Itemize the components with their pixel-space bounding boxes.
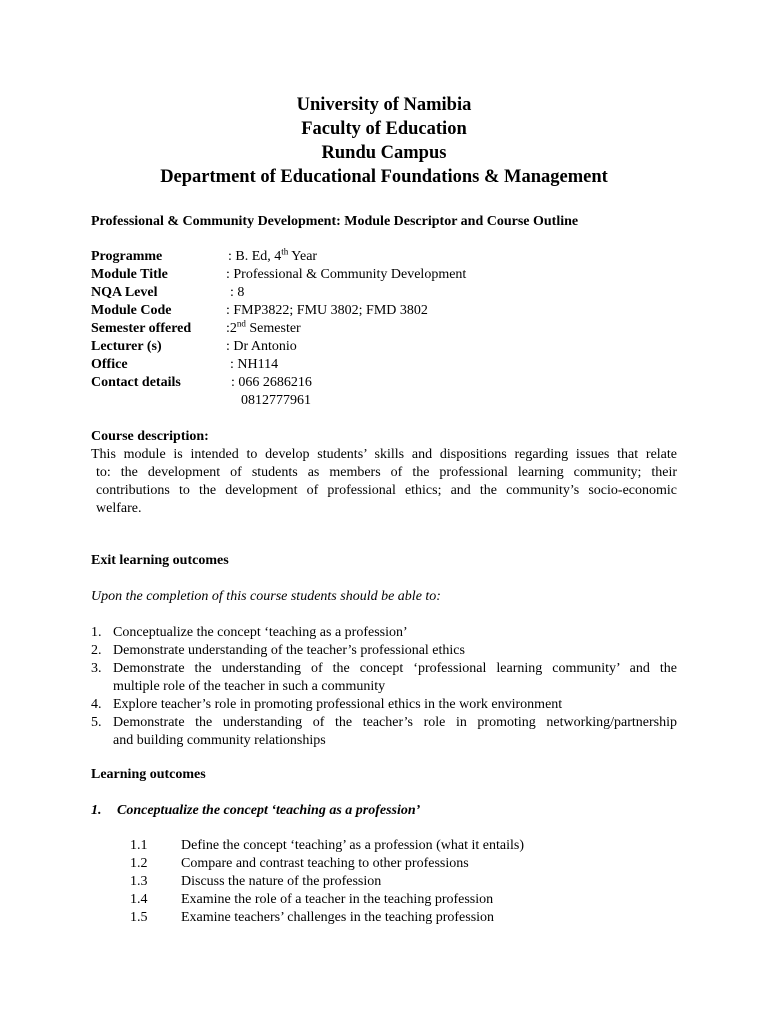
list-item-number: 1. [91,625,102,640]
programme-value: : B. Ed, 4th Year [228,246,318,264]
course-description-line: contributions to the development of professional ethics; and the community’s socio-economic [96,483,677,498]
nqa-level-label: NQA Level [91,285,158,300]
list-item-number: 3. [91,661,102,676]
list-item: Demonstrate the understanding of the teacher’s role in promoting networking/partnership [113,715,677,730]
programme-label: Programme [91,249,163,264]
contact-label: Contact details [91,375,181,390]
course-description-line: to: the development of students as members of the professional learning community; their [96,465,677,480]
course-description-line: welfare. [96,501,142,516]
semester-value: :2nd Semester [226,318,301,336]
exit-outcomes-heading: Exit learning outcomes [91,553,229,568]
department-title: Department of Educational Foundations & Management [160,167,608,187]
lecturer-value: : Dr Antonio [226,339,297,354]
faculty-title: Faculty of Education [301,119,467,139]
sub-item-number: 1.4 [130,892,148,907]
module-code-label: Module Code [91,303,172,318]
sub-item-number: 1.5 [130,910,148,925]
sub-item: Examine the role of a teacher in the teaching profession [181,892,494,907]
section-title: Conceptualize the concept ‘teaching as a profession’ [117,803,421,818]
contact-mobile: 0812777961 [241,393,311,408]
list-item-continuation: and building community relationships [113,733,326,748]
list-item-number: 2. [91,643,102,658]
module-title-label: Module Title [91,267,168,282]
university-title: University of Namibia [296,95,472,115]
learning-outcomes-heading: Learning outcomes [91,767,206,782]
list-item: Demonstrate the understanding of the concept ‘professional learning community’ and the [113,661,677,676]
sub-item: Compare and contrast teaching to other professions [181,856,469,871]
list-item: Explore teacher’s role in promoting professional ethics in the work environment [113,697,563,712]
campus-title: Rundu Campus [321,143,447,163]
sub-item-number: 1.3 [130,874,148,889]
course-description-line: This module is intended to develop students’ skills and dispositions regarding issues that relate [91,447,677,462]
section-number: 1. [91,803,102,818]
list-item-number: 5. [91,715,102,730]
list-item-number: 4. [91,697,102,712]
office-value: : NH114 [230,357,279,372]
contact-phone: : 066 2686216 [231,375,312,390]
lecturer-label: Lecturer (s) [91,339,162,354]
exit-outcomes-intro: Upon the completion of this course students should be able to: [91,589,441,604]
sub-item: Discuss the nature of the profession [181,874,382,889]
sub-item: Examine teachers’ challenges in the teaching profession [181,910,495,925]
list-item: Demonstrate understanding of the teacher’s professional ethics [113,643,465,658]
module-subtitle: Professional & Community Development: Module Descriptor and Course Outline [91,214,579,229]
list-item-continuation: multiple role of the teacher in such a community [113,679,386,694]
nqa-level-value: : 8 [230,285,245,300]
sub-item: Define the concept ‘teaching’ as a profession (what it entails) [181,838,524,853]
course-description-heading: Course description: [91,429,209,444]
list-item: Conceptualize the concept ‘teaching as a profession’ [113,625,408,640]
sub-item-number: 1.2 [130,856,148,871]
module-code-value: : FMP3822; FMU 3802; FMD 3802 [226,303,428,318]
sub-item-number: 1.1 [130,838,148,853]
office-label: Office [91,357,128,372]
semester-label: Semester offered [91,321,192,336]
module-title-value: : Professional & Community Development [226,267,467,282]
